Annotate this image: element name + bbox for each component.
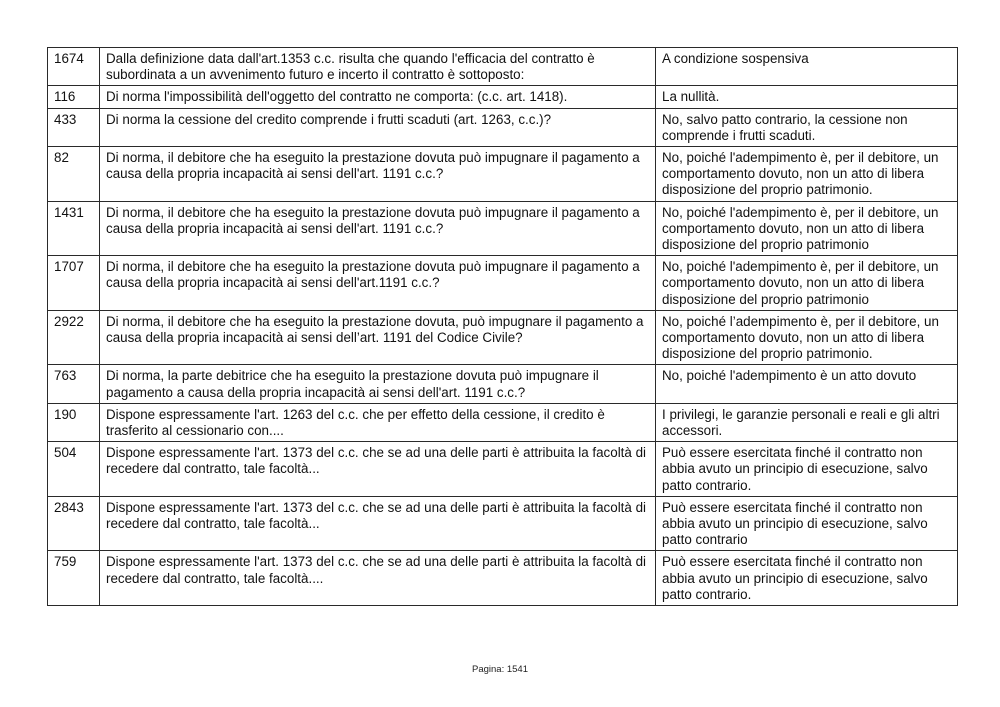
table-row bbox=[48, 201, 958, 256]
question-text: Dispone espressamente l'art. 1263 del c.c. che per effetto della cessione, il credito è trasferito al cessionario con.... bbox=[100, 403, 656, 441]
question-id: 433 bbox=[48, 108, 100, 146]
question-id: 1431 bbox=[48, 201, 100, 256]
question-id: 2922 bbox=[48, 310, 100, 365]
answer-text: Può essere esercitata finché il contratto non abbia avuto un principio di esecuzione, salvo patto contrario. bbox=[656, 442, 958, 497]
question-text: Di norma la cessione del credito comprende i frutti scaduti (art. 1263, c.c.)? bbox=[100, 108, 656, 146]
answer-text: No, poiché l'adempimento è un atto dovuto bbox=[656, 365, 958, 403]
question-id: 1674 bbox=[48, 48, 100, 86]
answer-text: No, poiché l'adempimento è, per il debitore, un comportamento dovuto, non un atto di libera disposizione del proprio patrimonio. bbox=[656, 147, 958, 202]
answer-text: A condizione sospensiva bbox=[656, 48, 958, 86]
question-text: Dalla definizione data dall'art.1353 c.c. risulta che quando l'efficacia del contratto è subordinata a un avvenimento futuro e incerto il contratto è sottoposto: bbox=[100, 48, 656, 86]
question-text: Dispone espressamente l'art. 1373 del c.c. che se ad una delle parti è attribuita la facoltà di recedere dal contratto, tale facoltà... bbox=[100, 496, 656, 551]
question-text: Di norma, il debitore che ha eseguito la prestazione dovuta può impugnare il pagamento a causa della propria incapacità ai sensi dell'art. 1191 c.c.? bbox=[100, 147, 656, 202]
answer-text: La nullità. bbox=[656, 86, 958, 108]
question-id: 504 bbox=[48, 442, 100, 497]
question-text: Di norma, il debitore che ha eseguito la prestazione dovuta può impugnare il pagamento a causa della propria incapacità ai sensi dell'art.1191 c.c.? bbox=[100, 256, 656, 311]
question-text: Di norma, la parte debitrice che ha eseguito la prestazione dovuta può impugnare il pagamento a causa della propria incapacità ai sensi dell'art. 1191 c.c.? bbox=[100, 365, 656, 403]
table-row bbox=[48, 310, 958, 365]
question-text: Dispone espressamente l'art. 1373 del c.c. che se ad una delle parti è attribuita la facoltà di recedere dal contratto, tale facoltà.... bbox=[100, 551, 656, 606]
question-text: Dispone espressamente l'art. 1373 del c.c. che se ad una delle parti è attribuita la facoltà di recedere dal contratto, tale facoltà... bbox=[100, 442, 656, 497]
answer-text: No, poiché l'adempimento è, per il debitore, un comportamento dovuto, non un atto di libera disposizione del proprio patrimonio bbox=[656, 201, 958, 256]
question-id: 759 bbox=[48, 551, 100, 606]
answer-text: No, poiché l'adempimento è, per il debitore, un comportamento dovuto, non un atto di libera disposizione del proprio patrimonio bbox=[656, 256, 958, 311]
question-id: 82 bbox=[48, 147, 100, 202]
table-row bbox=[48, 365, 958, 403]
question-id: 763 bbox=[48, 365, 100, 403]
table-row bbox=[48, 48, 958, 86]
table-row bbox=[48, 551, 958, 606]
question-id: 190 bbox=[48, 403, 100, 441]
question-id: 1707 bbox=[48, 256, 100, 311]
qa-table bbox=[47, 47, 958, 606]
table-row bbox=[48, 496, 958, 551]
question-text: Di norma l'impossibilità dell'oggetto del contratto ne comporta: (c.c. art. 1418). bbox=[100, 86, 656, 108]
question-text: Di norma, il debitore che ha eseguito la prestazione dovuta, può impugnare il pagamento a causa della propria incapacità ai sensi dell’art. 1191 del Codice Civile? bbox=[100, 310, 656, 365]
question-text: Di norma, il debitore che ha eseguito la prestazione dovuta può impugnare il pagamento a causa della propria incapacità ai sensi dell'art. 1191 c.c.? bbox=[100, 201, 656, 256]
answer-text: Può essere esercitata finché il contratto non abbia avuto un principio di esecuzione, salvo patto contrario bbox=[656, 496, 958, 551]
answer-text: I privilegi, le garanzie personali e reali e gli altri accessori. bbox=[656, 403, 958, 441]
table-row bbox=[48, 86, 958, 108]
table-row bbox=[48, 403, 958, 441]
answer-text: Può essere esercitata finché il contratto non abbia avuto un principio di esecuzione, salvo patto contrario. bbox=[656, 551, 958, 606]
page-number: Pagina: 1541 bbox=[472, 664, 528, 675]
table-row bbox=[48, 442, 958, 497]
answer-text: No, poiché l’adempimento è, per il debitore, un comportamento dovuto, non un atto di libera disposizione del proprio patrimonio. bbox=[656, 310, 958, 365]
table-row bbox=[48, 256, 958, 311]
table-row bbox=[48, 108, 958, 146]
question-id: 2843 bbox=[48, 496, 100, 551]
question-id: 116 bbox=[48, 86, 100, 108]
answer-text: No, salvo patto contrario, la cessione non comprende i frutti scaduti. bbox=[656, 108, 958, 146]
table-row bbox=[48, 147, 958, 202]
